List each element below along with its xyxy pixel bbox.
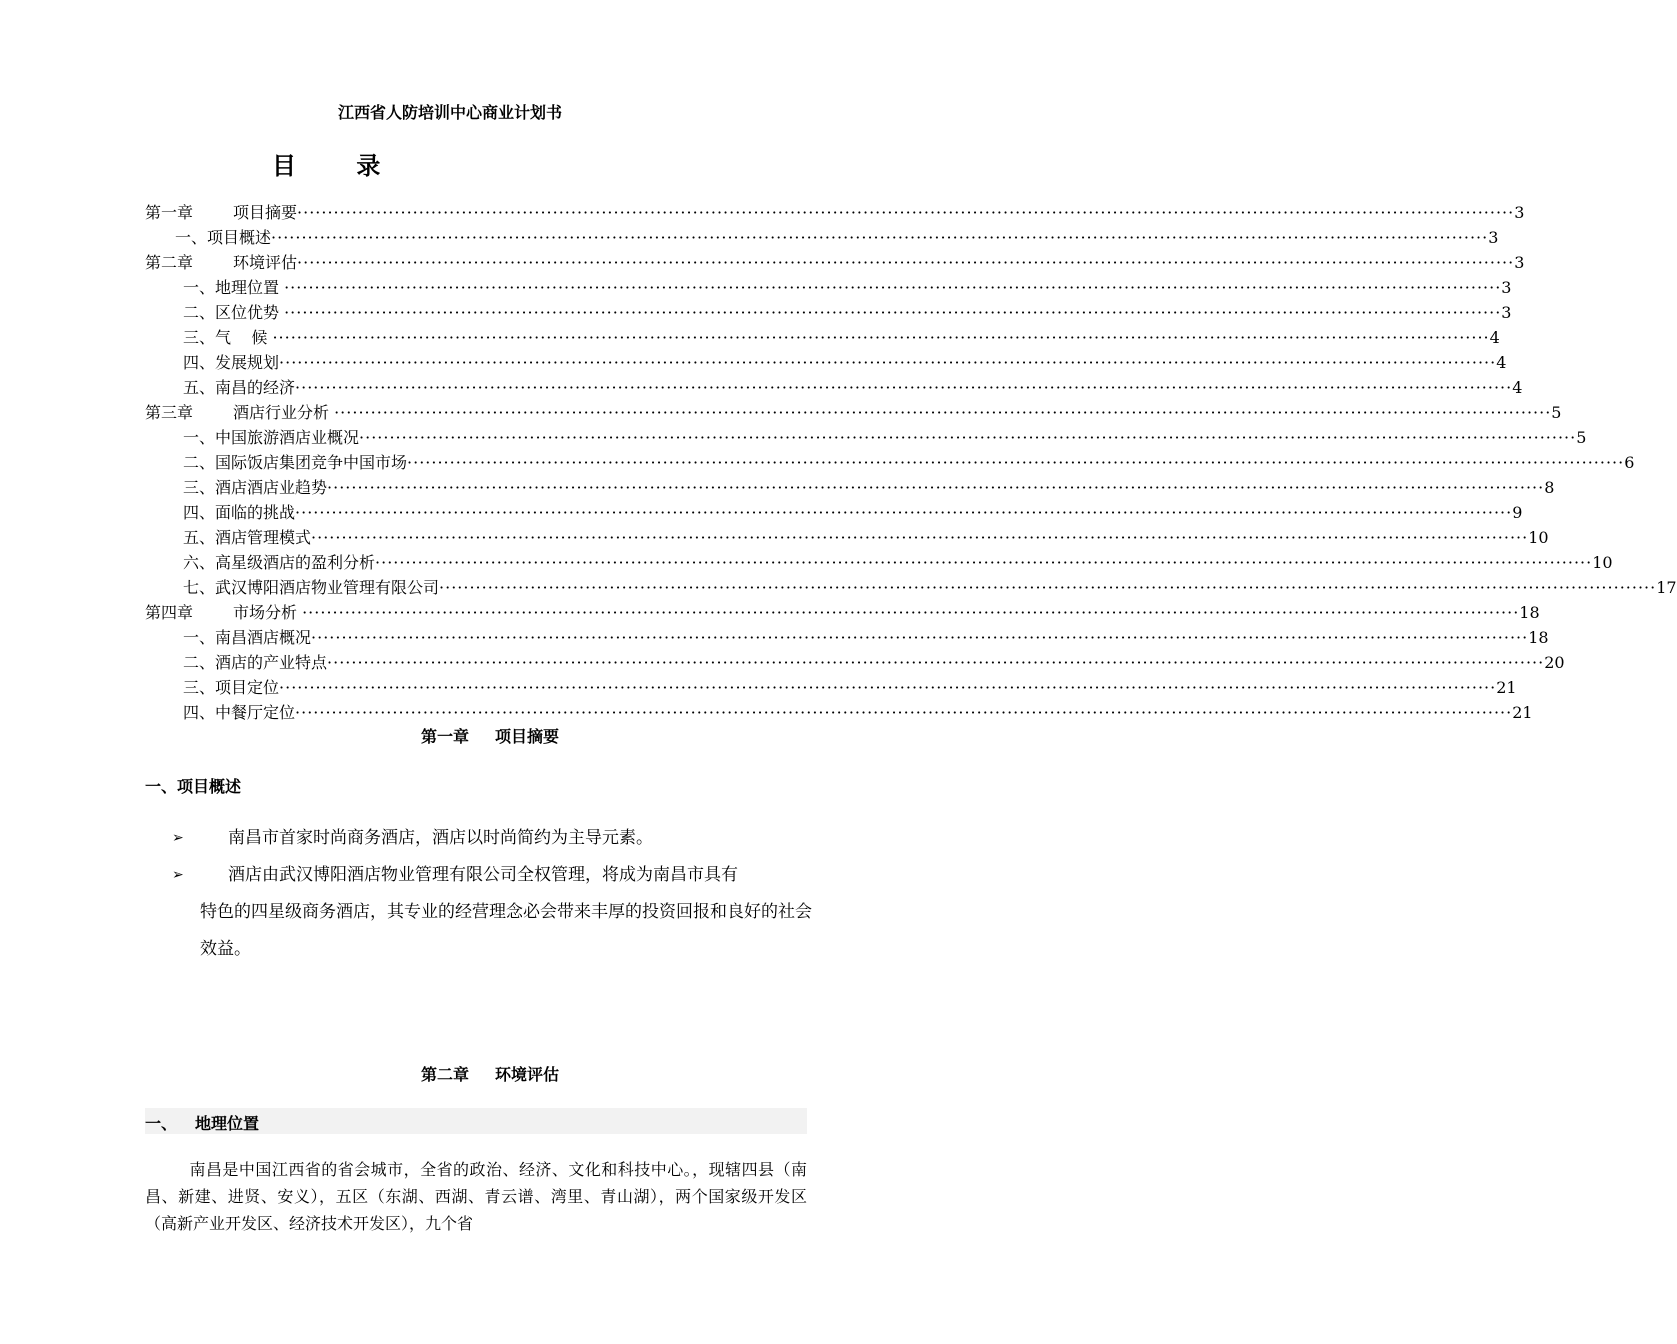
toc-entry-title: 项目摘要 (233, 203, 298, 222)
toc-leader-dots: ········································································································································································································ (297, 203, 1515, 222)
toc-leader-dots: ········································································································································································································ (311, 528, 1529, 547)
list-item (172, 857, 812, 968)
toc-section-row (145, 325, 1500, 350)
toc-leader-dots: ········································································································································································································ (311, 628, 1529, 647)
toc-entry-title: 二、区位优势 (183, 303, 285, 322)
arrow-bullet-icon: ➢ (172, 867, 184, 883)
toc-section-row (145, 650, 1565, 675)
toc-leader-dots: ········································································································································································································ (375, 553, 1593, 572)
toc-entry-label (183, 650, 327, 675)
toc-entry-label (183, 550, 375, 575)
toc-entry-label (183, 350, 279, 375)
toc-leader-dots: ········································································································································································································ (302, 603, 1520, 622)
list-item (172, 820, 812, 857)
toc-entry-label (183, 300, 284, 325)
toc-chapter-number: 第二章 (145, 253, 194, 272)
toc-leader-dots: ········································································································································································································ (271, 228, 1489, 247)
toc-entry-label (145, 400, 334, 425)
body-paragraph (145, 1156, 807, 1237)
toc-entry-title: 三、气 候 (183, 328, 273, 347)
toc-entry-title: 一、地理位置 (183, 278, 285, 297)
toc-page-number: 9 (1512, 503, 1523, 522)
toc-page-number: 21 (1512, 703, 1533, 722)
bullet-list (172, 820, 812, 968)
toc-section-row (145, 475, 1555, 500)
toc-entry-title: 四、中餐厅定位 (183, 703, 296, 722)
toc-entry-title: 二、酒店的产业特点 (183, 653, 328, 672)
toc-entry-title: 四、发展规划 (183, 353, 280, 372)
toc-page-number: 4 (1496, 353, 1507, 372)
toc-section-row (145, 450, 1635, 475)
toc-entry-title: 三、项目定位 (183, 678, 280, 697)
toc-leader-dots: ········································································································································································································ (295, 703, 1513, 722)
chapter-2-title: 环境评估 (495, 1065, 560, 1084)
toc-entry-title: 一、项目概述 (175, 228, 272, 247)
section-title: 地理位置 (195, 1114, 260, 1133)
toc-section-row (145, 525, 1549, 550)
chapter-1-title: 项目摘要 (495, 727, 560, 746)
toc-section-row (145, 300, 1512, 325)
toc-entry-title: 七、武汉博阳酒店物业管理有限公司 (183, 578, 440, 597)
toc-chapter-row (145, 400, 1562, 425)
chapter-1-number: 第一章 (420, 727, 469, 746)
toc-chapter-row (145, 250, 1525, 275)
toc-page-number: 17 (1656, 578, 1677, 597)
toc-section-row (145, 700, 1533, 725)
toc-entry-label (145, 200, 297, 225)
toc-entry-title: 四、面临的挑战 (183, 503, 296, 522)
toc-entry-title: 五、南昌的经济 (183, 378, 296, 397)
section-heading-location (145, 1111, 259, 1134)
toc-entry-title: 环境评估 (233, 253, 298, 272)
toc-entry-label (145, 600, 302, 625)
toc-entry-title: 六、高星级酒店的盈利分析 (183, 553, 376, 572)
toc-section-row (145, 350, 1507, 375)
toc-page-number: 3 (1514, 253, 1525, 272)
toc-leader-dots: ········································································································································································································ (279, 678, 1497, 697)
toc-entry-title: 酒店行业分析 (233, 403, 335, 422)
bullet-text-line1: 酒店由武汉博阳酒店物业管理有限公司全权管理，将成为南昌市具有 (228, 865, 738, 885)
toc-chapter-number: 第四章 (145, 603, 194, 622)
toc-entry-label (183, 450, 407, 475)
toc-leader-dots: ········································································································································································································ (439, 578, 1657, 597)
toc-leader-dots: ········································································································································································································ (272, 328, 1490, 347)
toc-page-number: 6 (1624, 453, 1635, 472)
toc-section-row (145, 500, 1523, 525)
toc-entry-label (183, 675, 279, 700)
toc-section-row (145, 425, 1587, 450)
toc-leader-dots: ········································································································································································································ (295, 378, 1513, 397)
chapter-1-heading (0, 724, 980, 747)
toc-page-number: 3 (1501, 303, 1512, 322)
toc-section-row (145, 550, 1613, 575)
toc-entry-title: 五、酒店管理模式 (183, 528, 312, 547)
toc-entry-label (183, 275, 284, 300)
toc-page-number: 8 (1544, 478, 1555, 497)
toc-leader-dots: ········································································································································································································ (284, 303, 1502, 322)
toc-page-number: 18 (1519, 603, 1540, 622)
toc-section-row (145, 225, 1499, 250)
bullet-text-continuation: 特色的四星级商务酒店，其专业的经营理念必会带来丰厚的投资回报和良好的社会效益。 (200, 902, 812, 959)
toc-page-number: 3 (1488, 228, 1499, 247)
toc-leader-dots: ········································································································································································································ (279, 353, 1497, 372)
toc-leader-dots: ········································································································································································································ (327, 653, 1545, 672)
document-title: 江西省人防培训中心商业计划书 (337, 103, 562, 122)
toc-page-number: 5 (1576, 428, 1587, 447)
chapter-2-heading (0, 1062, 980, 1085)
toc-leader-dots: ········································································································································································································ (284, 278, 1502, 297)
toc-entry-label (183, 375, 295, 400)
toc-entry-title: 一、南昌酒店概况 (183, 628, 312, 647)
toc-leader-dots: ········································································································································································································ (407, 453, 1625, 472)
toc-page-number: 18 (1528, 628, 1549, 647)
toc-entry-title: 二、国际饭店集团竞争中国市场 (183, 453, 408, 472)
toc-page-number: 4 (1489, 328, 1500, 347)
toc-chapter-number: 第三章 (145, 403, 194, 422)
section-heading-overview: 一、项目概述 (145, 777, 242, 796)
toc-entry-label (183, 625, 311, 650)
toc-entry-label (183, 425, 359, 450)
toc-leader-dots: ········································································································································································································ (359, 428, 1577, 447)
toc-entry-label (183, 575, 439, 600)
toc-entry-label (183, 325, 272, 350)
toc-entry-title: 一、中国旅游酒店业概况 (183, 428, 360, 447)
toc-page-number: 21 (1496, 678, 1517, 697)
toc-section-row (145, 625, 1549, 650)
toc-page-number: 10 (1528, 528, 1549, 547)
toc-page-number: 4 (1512, 378, 1523, 397)
paragraph-text: 南昌是中国江西省的省会城市，全省的政治、经济、文化和科技中心。，现辖四县（南昌、新建、进贤、安义），五区（东湖、西湖、青云谱、湾里、青山湖），两个国家级开发区（高新产业开发区、经济技术开发区），九个省 (145, 1160, 807, 1233)
toc-leader-dots: ········································································································································································································ (297, 253, 1515, 272)
chapter-2-number: 第二章 (420, 1065, 469, 1084)
toc-chapter-row (145, 600, 1540, 625)
toc-entry-label (183, 475, 327, 500)
toc-entry-label (175, 225, 271, 250)
section-number: 一、 (145, 1114, 178, 1133)
toc-section-row (145, 675, 1517, 700)
toc-section-row (145, 375, 1523, 400)
toc-page-number: 5 (1551, 403, 1562, 422)
toc-leader-dots: ········································································································································································································ (327, 478, 1545, 497)
toc-entry-label (183, 700, 295, 725)
toc-page-number: 3 (1501, 278, 1512, 297)
toc-entry-title: 市场分析 (233, 603, 303, 622)
toc-heading: 目 录 (272, 151, 407, 180)
toc-page-number: 10 (1592, 553, 1613, 572)
toc-leader-dots: ········································································································································································································ (295, 503, 1513, 522)
toc-page-number: 3 (1514, 203, 1525, 222)
toc-leader-dots: ········································································································································································································ (334, 403, 1552, 422)
toc-chapter-row (145, 200, 1525, 225)
toc-entry-label (183, 500, 295, 525)
bullet-text: 南昌市首家时尚商务酒店，酒店以时尚简约为主导元素。 (228, 828, 653, 848)
toc-chapter-number: 第一章 (145, 203, 194, 222)
toc-entry-label (183, 525, 311, 550)
toc-section-row (145, 575, 1677, 600)
arrow-bullet-icon: ➢ (172, 830, 184, 846)
toc-page-number: 20 (1544, 653, 1565, 672)
table-of-contents (145, 200, 1677, 725)
bullet-text (200, 857, 812, 968)
toc-entry-title: 三、酒店酒店业趋势 (183, 478, 328, 497)
toc-section-row (145, 275, 1512, 300)
toc-entry-label (145, 250, 297, 275)
